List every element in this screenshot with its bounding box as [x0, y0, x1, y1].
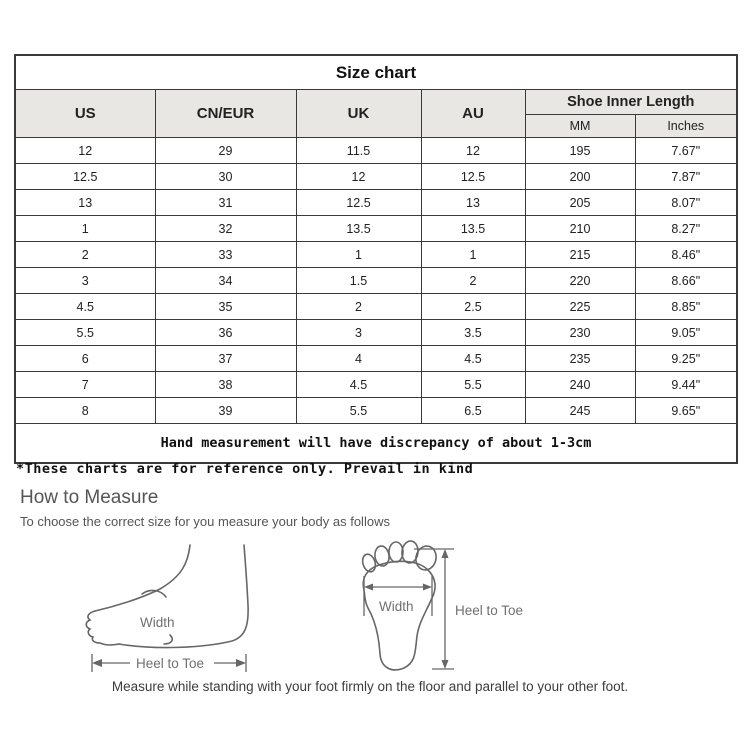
size-cell: 12: [296, 164, 421, 190]
size-cell: 8.66": [635, 268, 737, 294]
size-cell: 8.46": [635, 242, 737, 268]
size-cell: 1: [15, 216, 155, 242]
size-cell: 6: [15, 346, 155, 372]
foot-top-view-diagram: [352, 538, 552, 680]
size-cell: 8: [15, 398, 155, 424]
table-header-row: [15, 90, 737, 115]
size-cell: 2: [296, 294, 421, 320]
size-cell: 8.07": [635, 190, 737, 216]
top-width-label: Width: [379, 599, 414, 614]
size-cell: 235: [525, 346, 635, 372]
reference-note: *These charts are for reference only. Prevail in kind: [16, 461, 474, 477]
how-to-measure-subheading: To choose the correct size for you measure your body as follows: [20, 514, 390, 529]
column-header-au: AU: [421, 90, 525, 138]
foot-side-view-diagram: [82, 543, 262, 678]
column-header-shoe-inner-length: Shoe Inner Length: [525, 90, 737, 115]
size-cell: 3: [15, 268, 155, 294]
size-cell: 33: [155, 242, 296, 268]
size-cell: 13.5: [296, 216, 421, 242]
size-cell: 2: [15, 242, 155, 268]
size-cell: 39: [155, 398, 296, 424]
size-cell: 9.65": [635, 398, 737, 424]
size-cell: 1.5: [296, 268, 421, 294]
size-cell: 13: [15, 190, 155, 216]
top-width-dimension: [364, 576, 432, 616]
size-row: [15, 216, 737, 242]
size-cell: 13: [421, 190, 525, 216]
size-cell: 9.44": [635, 372, 737, 398]
column-header-mm: MM: [525, 115, 635, 138]
column-header-cn-eur: CN/EUR: [155, 90, 296, 138]
size-cell: 7.87": [635, 164, 737, 190]
size-cell: 37: [155, 346, 296, 372]
top-heel-to-toe-label: Heel to Toe: [455, 603, 524, 618]
size-cell: 4.5: [15, 294, 155, 320]
size-cell: 8.85": [635, 294, 737, 320]
size-cell: 200: [525, 164, 635, 190]
table-footnote-row: [15, 424, 737, 464]
size-cell: 220: [525, 268, 635, 294]
size-table-body: [15, 138, 737, 424]
table-footnote: Hand measurement will have discrepancy of about 1-3cm: [15, 424, 737, 464]
column-header-inches: Inches: [635, 115, 737, 138]
size-cell: 36: [155, 320, 296, 346]
size-cell: 4.5: [296, 372, 421, 398]
measure-caption: Measure while standing with your foot firmly on the floor and parallel to your other foot.: [111, 679, 629, 694]
size-cell: 230: [525, 320, 635, 346]
size-chart-table: [14, 54, 738, 464]
size-row: [15, 268, 737, 294]
size-cell: 2.5: [421, 294, 525, 320]
top-heel-to-toe-dimension: [414, 549, 523, 669]
size-row: [15, 398, 737, 424]
side-heel-to-toe-dimension: [92, 654, 246, 672]
size-row: [15, 190, 737, 216]
size-cell: 34: [155, 268, 296, 294]
size-cell: 12.5: [421, 164, 525, 190]
size-cell: 12.5: [15, 164, 155, 190]
size-cell: 12: [15, 138, 155, 164]
size-row: [15, 242, 737, 268]
side-width-label: Width: [140, 615, 175, 630]
size-cell: 210: [525, 216, 635, 242]
size-row: [15, 138, 737, 164]
size-cell: 5.5: [15, 320, 155, 346]
size-cell: 29: [155, 138, 296, 164]
size-cell: 9.25": [635, 346, 737, 372]
size-cell: 205: [525, 190, 635, 216]
size-cell: 11.5: [296, 138, 421, 164]
size-cell: 3.5: [421, 320, 525, 346]
size-row: [15, 372, 737, 398]
size-cell: 30: [155, 164, 296, 190]
size-cell: 38: [155, 372, 296, 398]
size-cell: 7: [15, 372, 155, 398]
size-cell: 1: [296, 242, 421, 268]
column-header-us: US: [15, 90, 155, 138]
size-cell: 8.27": [635, 216, 737, 242]
column-header-uk: UK: [296, 90, 421, 138]
size-cell: 5.5: [421, 372, 525, 398]
size-cell: 12: [421, 138, 525, 164]
size-row: [15, 320, 737, 346]
size-cell: 3: [296, 320, 421, 346]
size-cell: 32: [155, 216, 296, 242]
size-cell: 13.5: [421, 216, 525, 242]
table-title-row: [15, 55, 737, 90]
size-cell: 215: [525, 242, 635, 268]
size-cell: 240: [525, 372, 635, 398]
side-heel-to-toe-label: Heel to Toe: [136, 656, 205, 671]
size-cell: 35: [155, 294, 296, 320]
size-cell: 31: [155, 190, 296, 216]
size-row: [15, 164, 737, 190]
table-title: Size chart: [15, 55, 737, 90]
size-cell: 195: [525, 138, 635, 164]
size-cell: 245: [525, 398, 635, 424]
size-cell: 4.5: [421, 346, 525, 372]
size-cell: 2: [421, 268, 525, 294]
foot-side-outline-icon: [86, 545, 248, 648]
size-cell: 6.5: [421, 398, 525, 424]
size-cell: 5.5: [296, 398, 421, 424]
size-cell: 1: [421, 242, 525, 268]
size-row: [15, 294, 737, 320]
how-to-measure-heading: How to Measure: [20, 487, 159, 508]
size-cell: 7.67": [635, 138, 737, 164]
size-cell: 4: [296, 346, 421, 372]
size-cell: 9.05": [635, 320, 737, 346]
size-row: [15, 346, 737, 372]
size-cell: 225: [525, 294, 635, 320]
size-cell: 12.5: [296, 190, 421, 216]
